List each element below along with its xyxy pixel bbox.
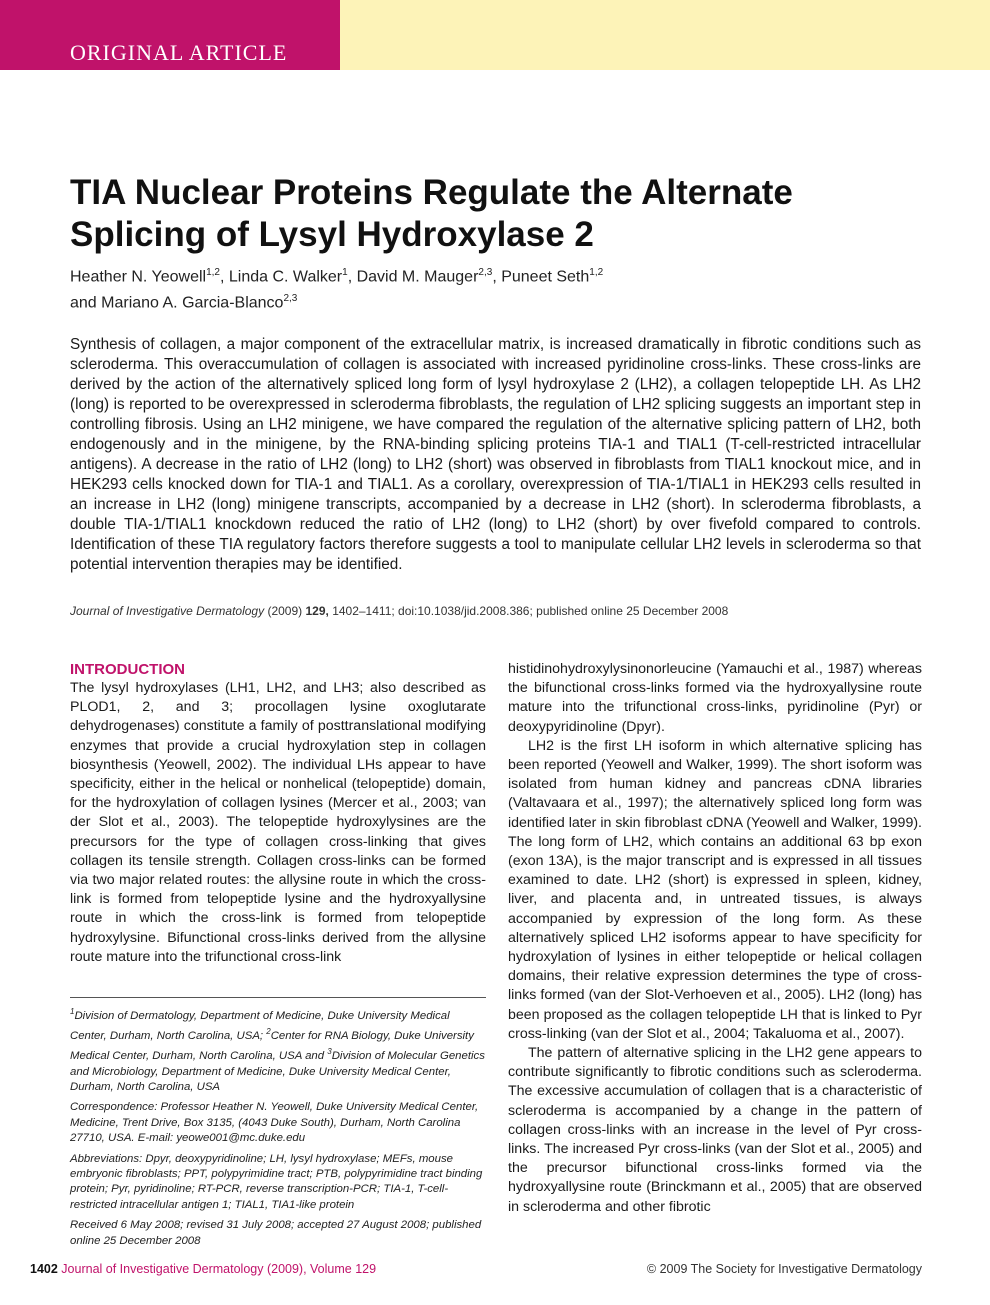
introduction-paragraph: LH2 is the first LH isoform in which alternative splicing has been reported (Yeowell and Walker, 1999). The short isoform was isolated from human kidney and pancreas cDNA libraries (Valtavaara et al., 1997); the alternatively spliced long form was identified later in skin fibroblast cDNA (Yeowell and Walker, 1999). The long form of LH2, which contains an additional 63 bp exon (exon 13A), is the major transcript and is expressed in all tissues examined to date. LH2 (short) is expressed in spleen, kidney, liver, and placenta and, in untreated tissues, is always accompanied by expression of the long form. As these alternatively spliced LH2 isoforms appear to have specificity for hydroxylation of lysines in either telopeptide or helical collagen domains, their relative expression determines the type of cross-links formed (van der Slot-Verhoeven et al., 2005). LH2 (long) has been proposed as the collagen telopeptide LH that is linked to Pyr cross-linking (van der Slot et al., 2004; Takaluoma et al., 2007). xyxy=(508,737,922,1042)
author-name: Puneet Seth xyxy=(501,268,590,286)
author-separator: , xyxy=(347,268,357,286)
author-affiliation: 2,3 xyxy=(478,267,493,278)
footer-journal: Journal of Investigative Dermatology (2009), Volume 129 xyxy=(61,1262,377,1276)
author-name: Heather N. Yeowell xyxy=(70,268,207,286)
footnote-divider xyxy=(70,997,486,998)
footnotes xyxy=(70,1004,486,1254)
header-banner-cream xyxy=(340,0,990,70)
author-separator: , xyxy=(220,268,229,286)
left-column xyxy=(70,660,486,967)
affiliations-footnote: $^1$Division of Dermatology, Department of Medicine, Duke University Medical Center, Durham, North Carolina, USA; $^2$Center for RNA Biology, Duke University Medical Center, Durham, North Carolina, USA and $^3$Division of Molecular Genetics and Microbiology, Department of Medicine, Duke University Medical Center, Durham, North Carolina, USA xyxy=(70,1007,485,1094)
right-column xyxy=(508,660,922,1217)
copyright: © 2009 The Society for Investigative Dermatology xyxy=(646,1262,922,1276)
dates-footnote: Received 6 May 2008; revised 31 July 2008; accepted 27 August 2008; published online 25 December 2008 xyxy=(70,1219,482,1247)
author-name: Linda C. Walker xyxy=(228,268,343,286)
article-title: TIA Nuclear Proteins Regulate the Alternate Splicing of Lysyl Hydroxylase 2 xyxy=(70,173,793,254)
citation-journal: Journal of Investigative Dermatology xyxy=(70,604,265,618)
introduction-paragraph: histidinohydroxylysinonorleucine (Yamauchi et al., 1987) whereas the bifunctional cross-links formed via the hydroxyallysine route mature into the trifunctional cross-links, pyridinoline (Pyr) or deoxypyridinoline (Dpyr). xyxy=(508,661,922,735)
correspondence-footnote: Correspondence: Professor Heather N. Yeowell, Duke University Medical Center, Medicine, Trent Drive, Box 3135, (4043 Duke South), Durham, North Carolina 27710, USA. E-mail: yeowe001@mc.duke.edu xyxy=(70,1101,479,1145)
citation xyxy=(70,604,930,618)
abstract: Synthesis of collagen, a major component of the extracellular matrix, is increased dramatically in fibrotic conditions such as scleroderma. This overaccumulation of collagen is associated with increased pyridinoline cross-links. These cross-links are derived by the action of the alternatively spliced long form of lysyl hydroxylase 2 (LH2), a collagen telopeptide LH. As LH2 (long) is reported to be overexpressed in scleroderma fibroblasts, the regulation of LH2 splicing suggests an important step in controlling fibrosis. Using an LH2 minigene, we have compared the regulation of the alternative splicing pattern of LH2, both endogenously and in the minigene, by the RNA-binding splicing proteins TIA-1 and TIAL1 (T-cell-restricted intracellular antigens). A decrease in the ratio of LH2 (long) to LH2 (short) was observed in fibroblasts from TIAL1 knockout mice, and in HEK293 cells knocked down for TIA-1 and TIAL1. As a corollary, overexpression of TIA-1/TIAL1 in HEK293 cells resulted in an increase in LH2 (long) minigene transcripts, accompanied by a decrease in LH2 (short). In scleroderma fibroblasts, a double TIA-1/TIAL1 knockdown reduced the ratio of LH2 (long) to LH2 (short) by over fivefold compared to controls. Identification of these TIA regulatory factors therefore suggests a tool to manipulate cellular LH2 levels in scleroderma so that potential intervention therapies may be identified. xyxy=(70,336,921,573)
page-footer xyxy=(30,1262,922,1276)
abbreviations-footnote: Abbreviations: Dpyr, deoxypyridinoline; LH, lysyl hydroxylase; MEFs, mouse embryonic fibroblasts; PPT, polypyrimidine tract; PTB, polypyrimidine tract binding protein; Pyr, pyridinoline; RT-PCR, reverse transcription-PCR; TIA-1, T-cell-restricted intracellular antigen 1; TIAL1, TIA1-like protein xyxy=(70,1152,483,1211)
introduction-paragraph: The pattern of alternative splicing in the LH2 gene appears to contribute significantly to fibrotic conditions such as scleroderma. The excessive accumulation of collagen that is a characteristic of scleroderma is accompanied by a change in the pattern of collagen cross-links with an increase in the level of Pyr cross-links. The increased Pyr cross-links (van der Slot et al., 2005) and the precursor bifunctional cross-links formed via the hydroxyallysine route (Brinckmann et al., 2005) that are observed in scleroderma and other fibrotic xyxy=(508,1045,922,1215)
citation-year: (2009) xyxy=(267,604,303,618)
section-label: ORIGINAL ARTICLE xyxy=(70,40,288,65)
author-affiliation: 1,2 xyxy=(589,267,604,278)
author-affiliation: 1 xyxy=(342,267,348,278)
author-separator: , xyxy=(492,268,502,286)
author-affiliation: 2,3 xyxy=(283,293,298,305)
page-number: 1402 xyxy=(30,1262,58,1276)
introduction-paragraph: The lysyl hydroxylases (LH1, LH2, and LH3; also described as PLOD1, 2, and 3; procollagen lysine oxoglutarate dehydrogenases) constitute a family of posttranslational modifying enzymes that provide a crucial hydroxylation step in collagen biosynthesis (Yeowell, 2002). The individual LHs appear to have specificity, either in the helical or nonhelical (telopeptide) domain, for the hydroxylation of collagen lysines (Mercer et al., 2003; van der Slot et al., 2003). The telopeptide hydroxylysines are the precursors for the type of collagen cross-linking that gives collagen its tensile strength. Collagen cross-links can be formed via two major related routes: the allysine route in which the cross-link is formed from telopeptide lysine and the hydroxyallysine route in which the cross-link is formed from telopeptide hydroxylysine. Bifunctional cross-links derived from the allysine route mature into the trifunctional cross-link xyxy=(70,680,486,965)
introduction-heading: INTRODUCTION xyxy=(70,661,185,678)
author-affiliation: 1,2 xyxy=(206,267,220,278)
author-name: David M. Mauger xyxy=(356,268,479,286)
citation-details: 1402–1411; doi:10.1038/jid.2008.386; published online 25 December 2008 xyxy=(332,604,729,618)
author-name: and Mariano A. Garcia-Blanco xyxy=(70,294,284,312)
citation-volume: 129, xyxy=(305,604,329,618)
author-list xyxy=(70,262,930,315)
